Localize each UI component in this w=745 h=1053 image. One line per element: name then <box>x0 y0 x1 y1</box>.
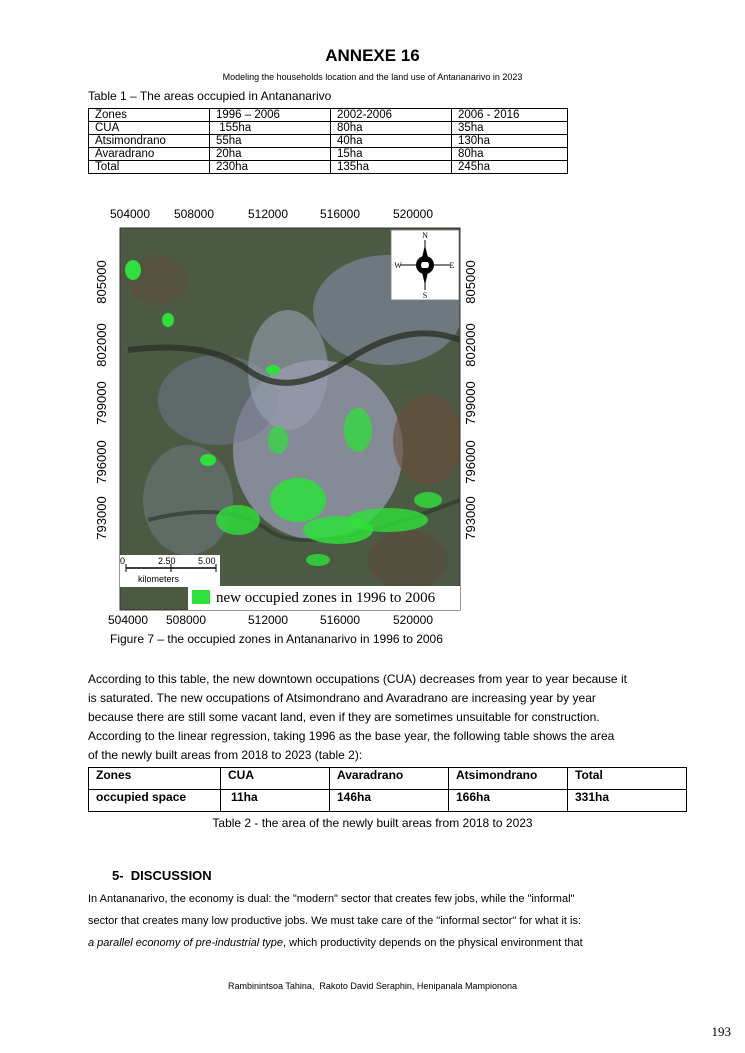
compass-s: S <box>422 291 428 300</box>
table1-row <box>89 135 568 148</box>
discussion-line <box>88 932 663 954</box>
compass-rose-icon <box>391 230 459 300</box>
page-title: ANNEXE 16 <box>325 46 420 65</box>
table1-cell: 155ha <box>210 122 331 135</box>
scale-unit: kilometers <box>138 574 180 584</box>
x-tick-bottom: 508000 <box>165 613 207 627</box>
body-paragraph-line: because there are still some vacant land, even if they are sometimes unsuitable for construction. <box>88 710 600 724</box>
table1-row <box>89 148 568 161</box>
table2-header-cell: Zones <box>89 768 221 790</box>
table2-cell: 146ha <box>330 790 449 812</box>
y-tick-right: 799000 <box>463 381 478 425</box>
scale-mark: 2.50 <box>158 556 176 566</box>
y-tick-right: 802000 <box>463 323 478 367</box>
table1-cell: Atsimondrano <box>89 135 210 148</box>
body-paragraph-line: According to this table, the new downtown occupations (CUA) decreases from year to year because it <box>88 672 627 686</box>
y-tick-left: 805000 <box>94 260 109 304</box>
x-tick-bottom: 504000 <box>107 613 149 627</box>
x-tick-top: 508000 <box>173 207 215 221</box>
table1-cell: 135ha <box>331 161 452 174</box>
table2-header-cell: Avaradrano <box>330 768 449 790</box>
table1-header-cell: 2002-2006 <box>331 109 452 122</box>
page-subtitle: Modeling the households location and the land use of Antananarivo in 2023 <box>222 72 523 82</box>
table1-cell: 130ha <box>452 135 568 148</box>
discussion-line: sector that creates many low productive jobs. We must take care of the "informal sector" for what it is: <box>88 915 582 927</box>
x-tick-top: 520000 <box>392 207 434 221</box>
y-tick-left: 802000 <box>94 323 109 367</box>
scale-bar <box>120 555 220 587</box>
table1-row <box>89 161 568 174</box>
table2-header-cell: Total <box>568 768 687 790</box>
table1-cell: Total <box>89 161 210 174</box>
table1-row <box>89 122 568 135</box>
x-tick-bottom: 516000 <box>319 613 361 627</box>
table2-cell: 331ha <box>568 790 687 812</box>
x-tick-top: 512000 <box>247 207 289 221</box>
y-tick-right: 805000 <box>463 260 478 304</box>
legend-swatch <box>192 590 210 604</box>
table1-cell: 245ha <box>452 161 568 174</box>
table1-cell: 80ha <box>452 148 568 161</box>
map-figure <box>88 200 478 627</box>
x-tick-top: 516000 <box>319 207 361 221</box>
table1-header-row <box>89 109 568 122</box>
y-tick-left: 799000 <box>94 381 109 425</box>
x-tick-top: 504000 <box>109 207 151 221</box>
figure-caption: Figure 7 – the occupied zones in Antananarivo in 1996 to 2006 <box>110 632 443 646</box>
table2 <box>88 767 687 812</box>
legend-label: new occupied zones in 1996 to 2006 <box>216 590 436 606</box>
table1-cell: Avaradrano <box>89 148 210 161</box>
table1-cell: 55ha <box>210 135 331 148</box>
body-paragraph-line: is saturated. The new occupations of Atsimondrano and Avaradrano are increasing year by year <box>88 691 596 705</box>
section-heading: 5- DISCUSSION <box>112 868 212 883</box>
table2-row <box>89 790 687 812</box>
y-tick-right: 796000 <box>463 440 478 484</box>
map-legend <box>188 586 460 610</box>
table2-header-row <box>89 768 687 790</box>
discussion-text: , which productivity depends on the physical environment that <box>283 937 583 949</box>
compass-w: W <box>394 261 402 270</box>
table2-cell: 11ha <box>221 790 330 812</box>
table2-cell: occupied space <box>89 790 221 812</box>
scale-mark: 0 <box>120 556 126 566</box>
page-number: 193 <box>711 1024 731 1039</box>
body-paragraph-line: of the newly built areas from 2018 to 2023 (table 2): <box>88 748 363 762</box>
x-tick-bottom: 512000 <box>247 613 289 627</box>
table1-header-cell: 1996 – 2006 <box>210 109 331 122</box>
table1-cell: 230ha <box>210 161 331 174</box>
scale-mark: 5.00 <box>198 556 216 566</box>
table2-caption: Table 2 - the area of the newly built areas from 2018 to 2023 <box>212 816 533 830</box>
table1-header-cell: 2006 - 2016 <box>452 109 568 122</box>
table1-cell: 20ha <box>210 148 331 161</box>
body-paragraph-line: According to the linear regression, taking 1996 as the base year, the following table shows the area <box>88 729 615 743</box>
discussion-line: In Antananarivo, the economy is dual: the "modern" sector that creates few jobs, while the "informal" <box>88 893 575 905</box>
table1-cell: 80ha <box>331 122 452 135</box>
table2-header-cell: Atsimondrano <box>449 768 568 790</box>
compass-e: E <box>449 261 455 270</box>
y-tick-right: 793000 <box>463 496 478 540</box>
y-tick-left: 796000 <box>94 440 109 484</box>
table1-header-cell: Zones <box>89 109 210 122</box>
table1 <box>88 108 568 174</box>
footer-authors: Rambinintsoa Tahina, Rakoto David Seraphin, Henipanala Mampionona <box>227 981 517 991</box>
y-tick-left: 793000 <box>94 496 109 540</box>
table2-cell: 166ha <box>449 790 568 812</box>
table1-caption: Table 1 – The areas occupied in Antananarivo <box>88 89 332 103</box>
table1-cell: 40ha <box>331 135 452 148</box>
compass-n: N <box>422 231 428 240</box>
table2-header-cell: CUA <box>221 768 330 790</box>
discussion-italic: a parallel economy of pre-industrial type <box>88 937 284 949</box>
table1-cell: 15ha <box>331 148 452 161</box>
table1-cell: 35ha <box>452 122 568 135</box>
x-tick-bottom: 520000 <box>392 613 434 627</box>
table1-cell: CUA <box>89 122 210 135</box>
